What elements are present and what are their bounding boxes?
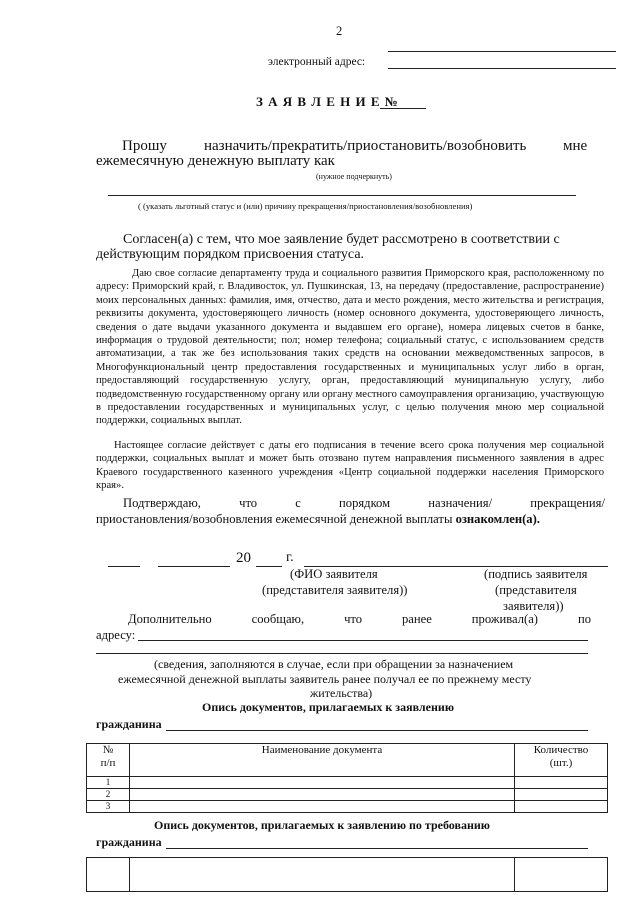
header-qty-b: (шт.) [549, 757, 573, 769]
address-label: адресу: [96, 628, 136, 642]
table2-cell [130, 858, 515, 892]
row-num: 1 [87, 777, 130, 789]
documents-table [86, 743, 608, 813]
confirm-word: что [239, 496, 258, 510]
header-num [87, 744, 130, 777]
address-note-1: (сведения, заполняются в случае, если при обращении за назначением [154, 657, 514, 671]
confirm-word: Подтверждаю, [123, 496, 201, 510]
citizen-name-field[interactable] [166, 730, 588, 731]
email-field[interactable] [388, 68, 616, 69]
acknowledged-text: ознакомлен(а). [455, 512, 540, 526]
table2-cell [515, 858, 608, 892]
year-prefix: 20 [236, 550, 251, 566]
request-word-3: мне [563, 138, 588, 154]
documents-table-2 [86, 857, 608, 892]
email-line-top [388, 51, 616, 52]
address-note-2: ежемесячной денежной выплаты заявитель ранее получал ее по прежнему месту [118, 672, 532, 686]
header-num-b: п/п [100, 757, 116, 769]
address-field[interactable] [138, 640, 588, 641]
sign-label-2: (представителя [495, 583, 577, 597]
inventory-citizen-label: гражданина [96, 717, 162, 731]
doc-name-cell[interactable] [130, 801, 515, 813]
sign-label-1: (подпись заявителя [484, 567, 588, 581]
doc-name-cell[interactable] [130, 777, 515, 789]
agreement-line-2: действующим порядком присвоения статуса. [96, 247, 365, 262]
row-num: 2 [87, 789, 130, 801]
table-row [87, 801, 608, 813]
underline-note: (нужное подчеркнуть) [316, 172, 392, 181]
year-suffix: г. [286, 550, 294, 565]
email-label: электронный адрес: [268, 56, 366, 68]
date-month-field[interactable] [158, 566, 230, 567]
doc-name-cell[interactable] [130, 789, 515, 801]
status-field[interactable] [108, 195, 576, 196]
date-day-field[interactable] [108, 566, 140, 567]
doc-qty-cell[interactable] [515, 789, 608, 801]
fio-label-1: (ФИО заявителя [290, 567, 378, 581]
confirm-line-1 [123, 496, 605, 511]
additional-word: сообщаю, [251, 612, 305, 626]
additional-word: ранее [402, 612, 432, 626]
page-title: З А Я В Л Е Н И Е № [256, 94, 399, 109]
inventory2-citizen-label: гражданина [96, 835, 162, 849]
additional-word: Дополнительно [128, 612, 212, 626]
additional-word: по [577, 612, 591, 626]
additional-word: проживал(а) [471, 612, 538, 626]
confirm-word: прекращения/ [530, 496, 605, 510]
date-year-field[interactable] [256, 566, 282, 567]
consent-paragraph: Даю свое согласие департаменту труда и социального развития Приморского края, расположенному по адресу: Приморский край, г. Владивосток, ул. Пушкинская, 13, на передачу (предоставление, распространение) моих персональных данных: фамилия, имя, отчество, дата и место рождения, место жительства и регистрация, реквизиты документа, удостоверяющего личность (номер основного документа, удостоверяющего личность, сведения о дате выдачи указанного документа и выдавшем его органе), номера лицевых счетов в банке, информация о трудовой деятельности; пол; номер телефона; социальный статус, с использованием средств автоматизации, а так же без использования таких средств на основании межведомственных запросов, в Многофункциональный центр предоставления государственных и муниципальных услуг либо в орган, предоставляющий государственную услугу, орган, предоставляющий муниципальную услугу, либо подведомственную государственному органу или органу местного самоуправления организацию, участвующую в предоставлении государственных и муниципальных услуг, с целью получения мною мер социальной поддержки, социальных выплат. [96, 268, 604, 427]
confirm-word: с [295, 496, 301, 510]
sign-label-3: заявителя)) [503, 599, 564, 613]
citizen2-name-field[interactable] [166, 848, 588, 849]
header-qty-a: Количество [533, 744, 589, 756]
additional-word: что [344, 612, 363, 626]
header-num-a: № [102, 744, 114, 756]
request-line-2: ежемесячную денежную выплату как [96, 153, 335, 169]
confirm-line-2 [96, 512, 540, 527]
confirm-word: порядком [339, 496, 391, 510]
confirm-line-2-text: приостановления/возобновления ежемесячной денежной выплаты [96, 512, 453, 526]
header-qty [515, 744, 608, 777]
table-row [87, 789, 608, 801]
application-number-field[interactable] [380, 108, 426, 109]
row-num: 3 [87, 801, 130, 813]
confirm-word: назначения/ [428, 496, 493, 510]
status-note: ( (указать льготный статус и (или) причину прекращения/приостановления/возобновления) [138, 201, 473, 211]
fio-label-2: (представителя заявителя)) [262, 583, 408, 597]
address-field-2[interactable] [96, 653, 588, 654]
doc-qty-cell[interactable] [515, 801, 608, 813]
page-number: 2 [336, 24, 343, 38]
header-name: Наименование документа [130, 744, 515, 777]
inventory-title: Опись документов, прилагаемых к заявлению [202, 700, 454, 714]
request-word-1: Прошу [122, 138, 167, 154]
address-note-3: жительства) [310, 686, 373, 700]
agreement-line-1: Согласен(а) с тем, что мое заявление будет рассмотрено в соответствии с [123, 232, 560, 247]
validity-paragraph: Настоящее согласие действует с даты его подписания в течение всего срока получения мер социальной поддержки, социальных выплат и может быть отозвано путем направления письменного заявления в адрес Краевого государственного казенного учреждения «Центр социальной поддержки населения Приморского края». [96, 440, 604, 492]
additional-line [128, 612, 591, 627]
table-row [87, 777, 608, 789]
inventory2-title: Опись документов, прилагаемых к заявлению по требованию [154, 818, 490, 832]
table2-cell [87, 858, 130, 892]
doc-qty-cell[interactable] [515, 777, 608, 789]
request-word-2: назначить/прекратить/приостановить/возобновить [204, 138, 527, 154]
